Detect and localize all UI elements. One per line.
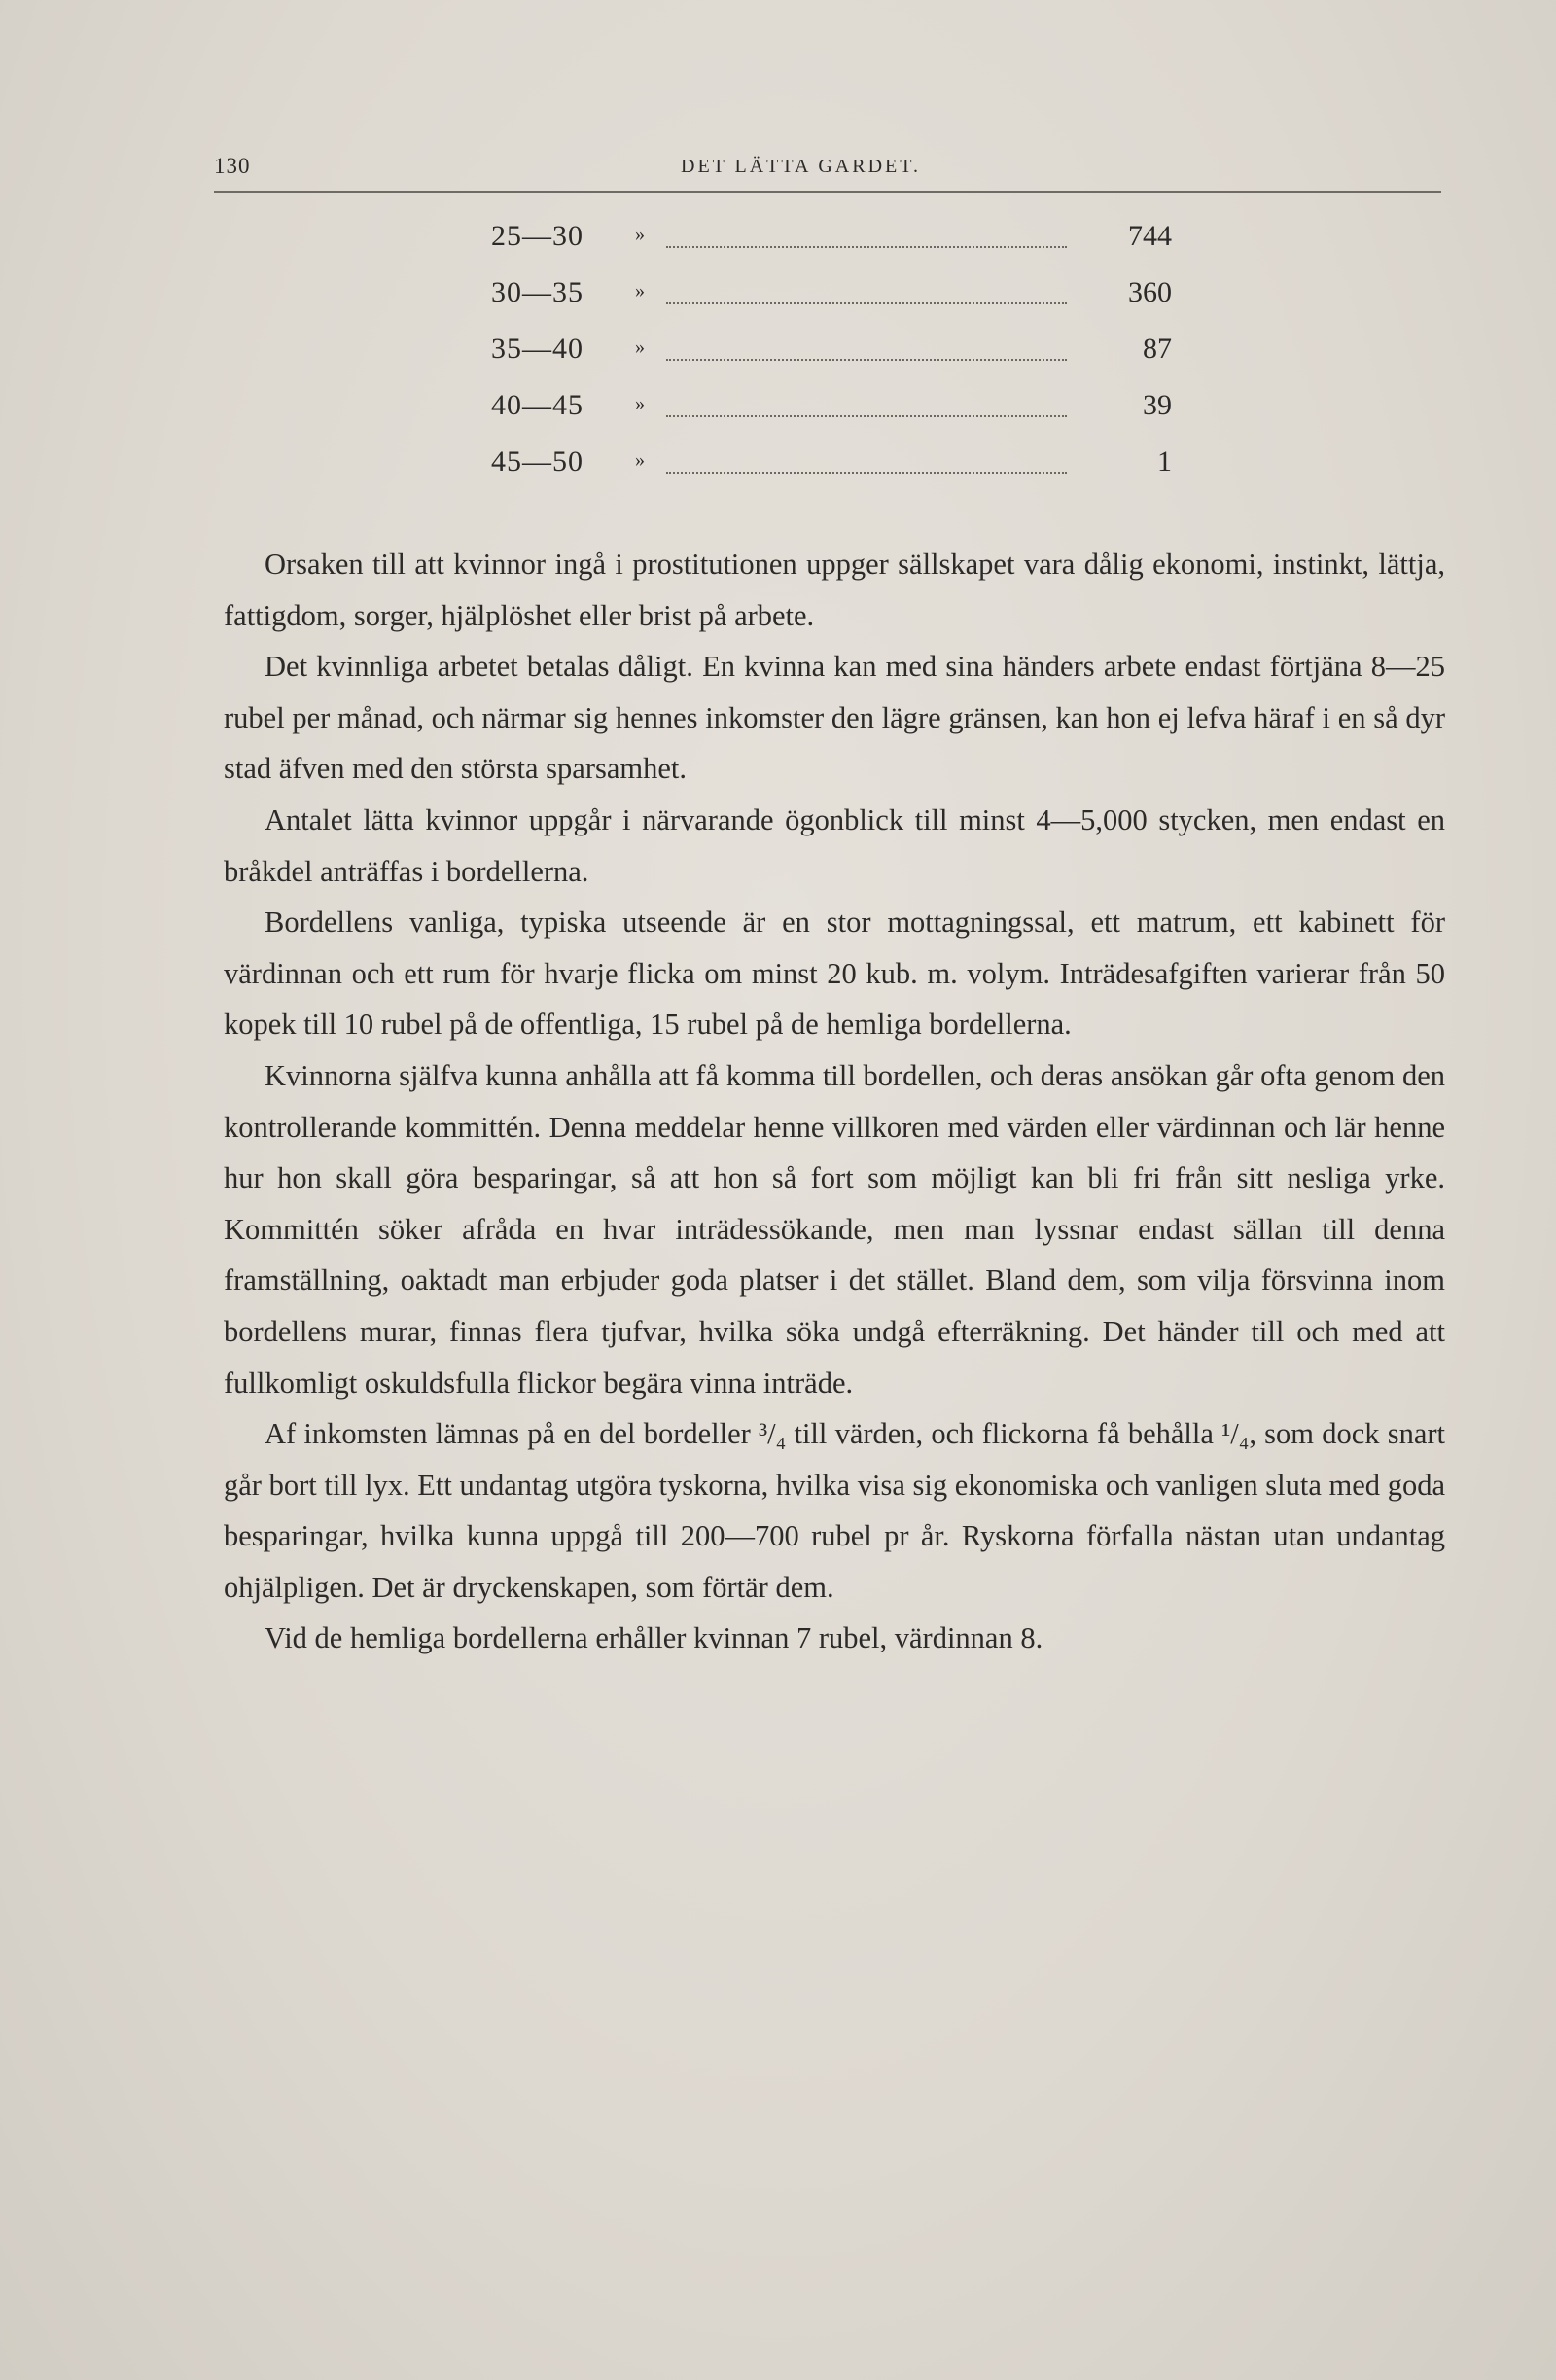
age-table-row xyxy=(491,445,1172,502)
count-value: 744 xyxy=(1128,220,1172,252)
count-value: 87 xyxy=(1143,333,1172,365)
age-table-row xyxy=(491,333,1172,389)
page-header xyxy=(214,154,1439,189)
paragraph: Det kvinnliga arbetet betalas dåligt. En kvinna kan med sina händers arbete endast förtjäna 8—25 rubel per månad, och närmar sig hennes inkomster den lägre gränsen, kan hon ej lefva häraf i en så dyr stad äfven med den största sparsamhet. xyxy=(224,650,1445,786)
ditto-mark: » xyxy=(635,280,645,302)
count-value: 39 xyxy=(1143,389,1172,421)
paragraph: Kvinnorna själfva kunna anhålla att få komma till bordellen, och deras ansökan går ofta genom den kontrollerande kommittén. Denna meddelar henne villkoren med värden eller värdinnan och lär henne hur hon skall göra besparingar, så att hon så fort som möjligt kan bli fri från sitt nesliga yrke. Kommittén söker afråda en hvar inträdessökande, men man lyssnar endast sällan till denna framställning, oaktadt man erbjuder goda platser i det stället. Bland dem, som vilja försvinna inom bordellens murar, finnas flera tjufvar, hvilka söka undgå efterräkning. Det händer till och med att fullkomligt oskuldsfulla flickor begära vinna inträde. xyxy=(224,1058,1445,1400)
dot-leader xyxy=(666,359,1067,361)
ditto-mark: » xyxy=(635,393,645,414)
paragraph: Antalet lätta kvinnor uppgår i närvarande ögonblick till minst 4—5,000 stycken, men endast en bråkdel anträffas i bordellerna. xyxy=(224,802,1445,888)
page-number: 130 xyxy=(214,154,251,178)
count-value: 360 xyxy=(1128,276,1172,308)
age-range: 30—35 xyxy=(491,276,584,308)
age-table xyxy=(491,220,1172,502)
paragraph: Orsaken till att kvinnor ingå i prostitutionen uppger sällskapet vara dålig ekonomi, instinkt, lättja, fattigdom, sorger, hjälplöshet eller brist på arbete. xyxy=(224,548,1445,632)
ditto-mark: » xyxy=(635,224,645,245)
dot-leader xyxy=(666,246,1067,248)
age-range: 45—50 xyxy=(491,445,584,478)
paragraph: Vid de hemliga bordellerna erhåller kvinnan 7 rubel, värdinnan 8. xyxy=(265,1621,1043,1655)
age-table-row xyxy=(491,276,1172,333)
running-head: DET LÄTTA GARDET. xyxy=(681,156,921,177)
age-range: 25—30 xyxy=(491,220,584,252)
age-table-row xyxy=(491,220,1172,276)
body-text xyxy=(224,539,1445,1664)
paragraph: Af inkomsten lämnas på en del bordeller ³/₄ till värden, och flickorna få behålla ¹/₄, som dock snart går bort till lyx. Ett undantag utgöra tyskorna, hvilka visa sig ekonomiska och vanligen sluta med goda besparingar, hvilka kunna uppgå till 200—700 rubel pr år. Ryskorna förfalla nästan utan undantag ohjälpligen. Det är dryckenskapen, som förtär dem. xyxy=(224,1417,1445,1604)
ditto-mark: » xyxy=(635,337,645,358)
ditto-mark: » xyxy=(635,449,645,471)
dot-leader xyxy=(666,472,1067,474)
dot-leader xyxy=(666,302,1067,304)
dot-leader xyxy=(666,415,1067,417)
count-value: 1 xyxy=(1157,445,1172,478)
age-range: 40—45 xyxy=(491,389,584,421)
age-table-row xyxy=(491,389,1172,445)
header-rule xyxy=(214,191,1441,193)
paragraph: Bordellens vanliga, typiska utseende är en stor mottagningssal, ett matrum, ett kabinett för värdinnan och ett rum för hvarje flicka om minst 20 kub. m. volym. Inträdesafgiften varierar från 50 kopek till 10 rubel på de offentliga, 15 rubel på de hemliga bordellerna. xyxy=(224,906,1445,1042)
age-range: 35—40 xyxy=(491,333,584,365)
